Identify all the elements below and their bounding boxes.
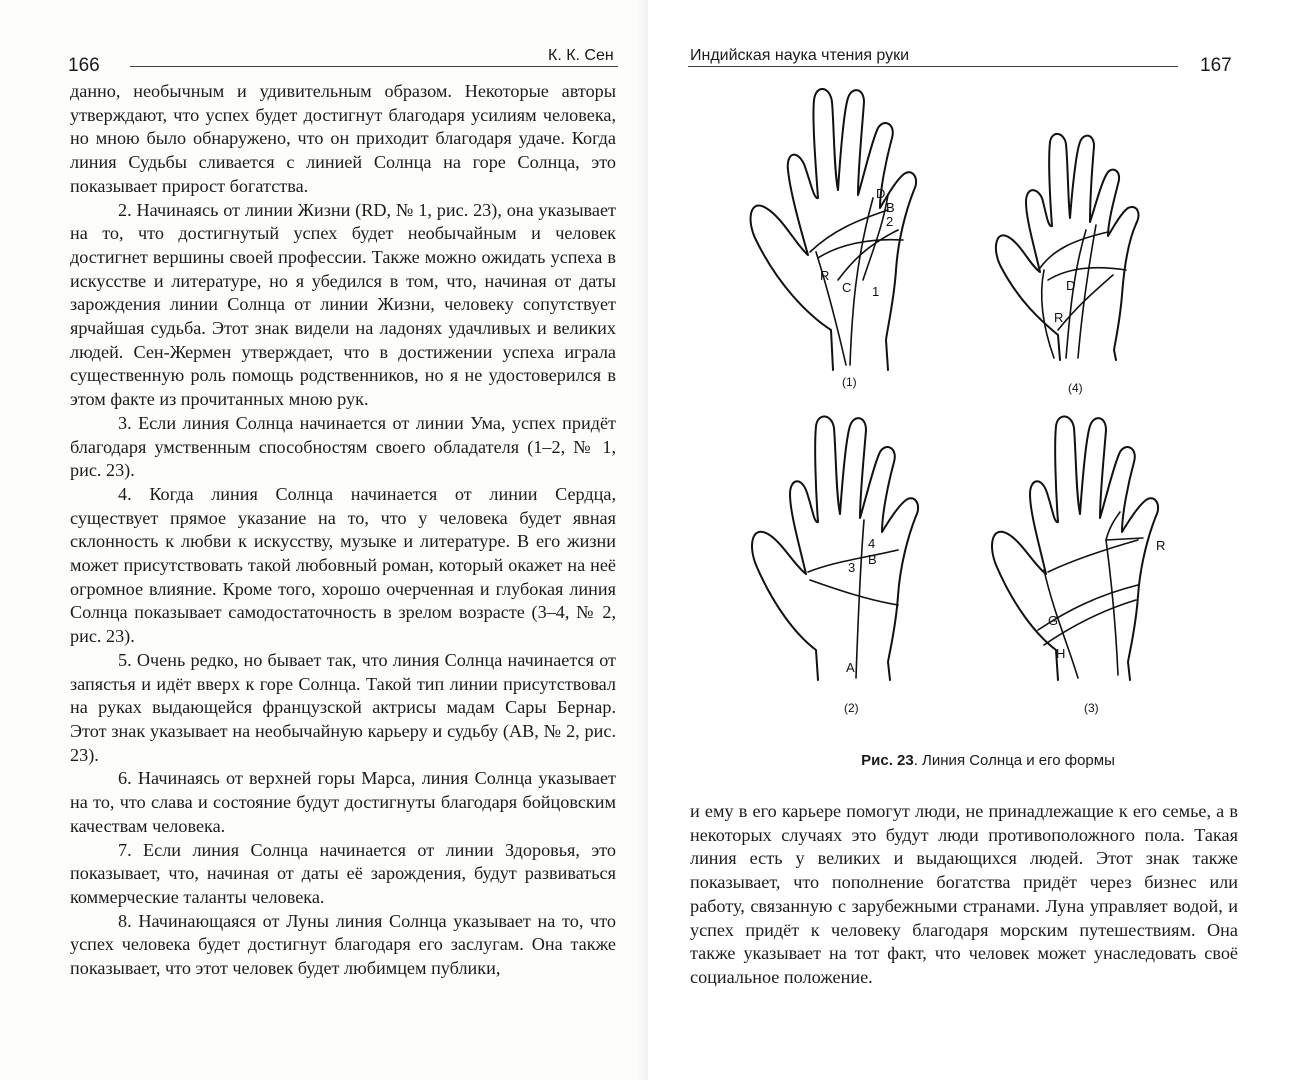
caption-label: Рис. 23	[861, 752, 914, 769]
running-head-right: Индийская наука чтения руки	[690, 47, 910, 64]
label-1: 1	[872, 284, 880, 299]
paragraph: 7. Если линия Солнца начинается от линии Здоровья, это показывает, что, начиная от даты её зарождения, будут развиваться коммерческие таланты человека.	[70, 839, 616, 907]
hand-diagram-4-svg	[978, 100, 1178, 400]
hand-diagram-1-svg	[738, 80, 958, 410]
label-4: 4	[868, 536, 876, 551]
hand-diagram-3	[978, 400, 1198, 730]
hand-diagram-2	[738, 400, 958, 730]
left-text-column	[70, 80, 616, 981]
panel-number-3: (3)	[1084, 701, 1099, 715]
label-h: H	[1056, 646, 1066, 661]
paragraph: 4. Когда линия Солнца начинается от линии Сердца, существует прямое указание на то, что у человека будет явная склонность к любви к искусству, музыке и литературе. В его жизни может присутствовать такой любовный роман, который окажет на неё огромное влияние. Кроме того, хорошо очерченная и глубокая линия Солнца показывает самодостаточность в зрелом возрасте (3–4, № 2, рис. 23).	[70, 483, 616, 647]
paragraph: 5. Очень редко, но бывает так, что линия Солнца начинается от запястья и идёт вверх к горе Солнца. Такой тип линии присутствовал на руках выдающейся французской актрисы мадам Сары Бернар. Этот знак указывает на необычайную карьеру и судьбу (АВ, № 2, рис. 23).	[70, 649, 616, 765]
panel-number-4: (4)	[1068, 381, 1083, 395]
label-a: A	[846, 660, 855, 675]
label-r: R	[1054, 310, 1064, 325]
paragraph: 8. Начинающаяся от Луны линия Солнца указывает на то, что успех человека будет достигнут благодаря его заслугам. Она также показывает, что этот человек будет любимцем публики,	[70, 910, 616, 979]
hand-diagram-4	[978, 100, 1178, 400]
figure-caption	[758, 752, 1218, 769]
page-number-left: 166	[68, 55, 100, 76]
panel-number-2: (2)	[844, 701, 859, 715]
hand-diagram-2-svg	[738, 400, 958, 730]
panel-number-1: (1)	[842, 375, 857, 389]
paragraph: 3. Если линия Солнца начинается от линии Ума, успех придёт благодаря умственным способностям своего обладателя (1–2, № 1, рис. 23).	[70, 412, 616, 481]
page-number-right: 167	[1200, 55, 1232, 76]
paragraph: 6. Начинаясь от верхней горы Марса, линия Солнца указывает на то, что слава и состояние будут достигнуты благодаря бойцовским качествам человека.	[70, 768, 616, 836]
label-2: 2	[886, 214, 894, 229]
label-b: B	[868, 552, 877, 567]
right-page	[648, 0, 1296, 1080]
label-d: D	[876, 186, 886, 201]
header-rule-right	[688, 66, 1178, 67]
paragraph: и ему в его карьере помогут люди, не принадлежащие к его семье, а в некоторых случаях это будут люди противоположного пола. Такая линия есть у великих и выдающихся людей. Этот знак также показывает, что пополнение богатства придёт через бизнес или работу, связанную с зарубежными странами. Луна управляет водой, и успех придёт к человеку благодаря морским путешествиям. Она также указывает на тот факт, что человек может унаследовать своё социальное положение.	[690, 801, 1238, 987]
header-rule-left	[130, 66, 618, 67]
right-text-column	[690, 800, 1238, 990]
label-g: G	[1048, 613, 1059, 628]
label-3: 3	[848, 560, 856, 575]
hand-diagram-1	[738, 80, 958, 410]
paragraph: данно, необычным и удивительным образом. Некоторые авторы утверждают, что успех будет достигнут благодаря усилиям человека, но мною было обнаружено, что он приходит благодаря удаче. Когда линия Судьбы сливается с линией Солнца на горе Солнца, это показывает прирост богатства.	[70, 81, 616, 196]
label-b: B	[886, 200, 895, 215]
label-r: R	[820, 268, 830, 283]
label-d: D	[1066, 278, 1076, 293]
label-r: R	[1156, 538, 1166, 553]
paragraph: 2. Начинаясь от линии Жизни (RD, № 1, рис. 23), она указывает на то, что достигнутый успех будет необычайным и человек достигнет вершины своей профессии. Также можно ожидать успеха в искусстве и литературе, но я убедился в том, что, начиная от даты зарождения линии Солнца от линии Жизни, человеку сопутствует ярчайшая судьба. Этот знак видели на ладонях удачливых и великих людей. Сен-Жермен утверждает, что в достижении успеха играла существенную роль помощь родственников, но я не удостоверился в этом факте из прочитанных мною рук.	[70, 199, 616, 410]
caption-text: . Линия Солнца и его формы	[913, 752, 1115, 769]
figure-23	[718, 80, 1258, 720]
running-head-left: К. К. Сен	[548, 47, 614, 64]
label-c: C	[842, 280, 852, 295]
hand-diagram-3-svg	[978, 400, 1198, 730]
